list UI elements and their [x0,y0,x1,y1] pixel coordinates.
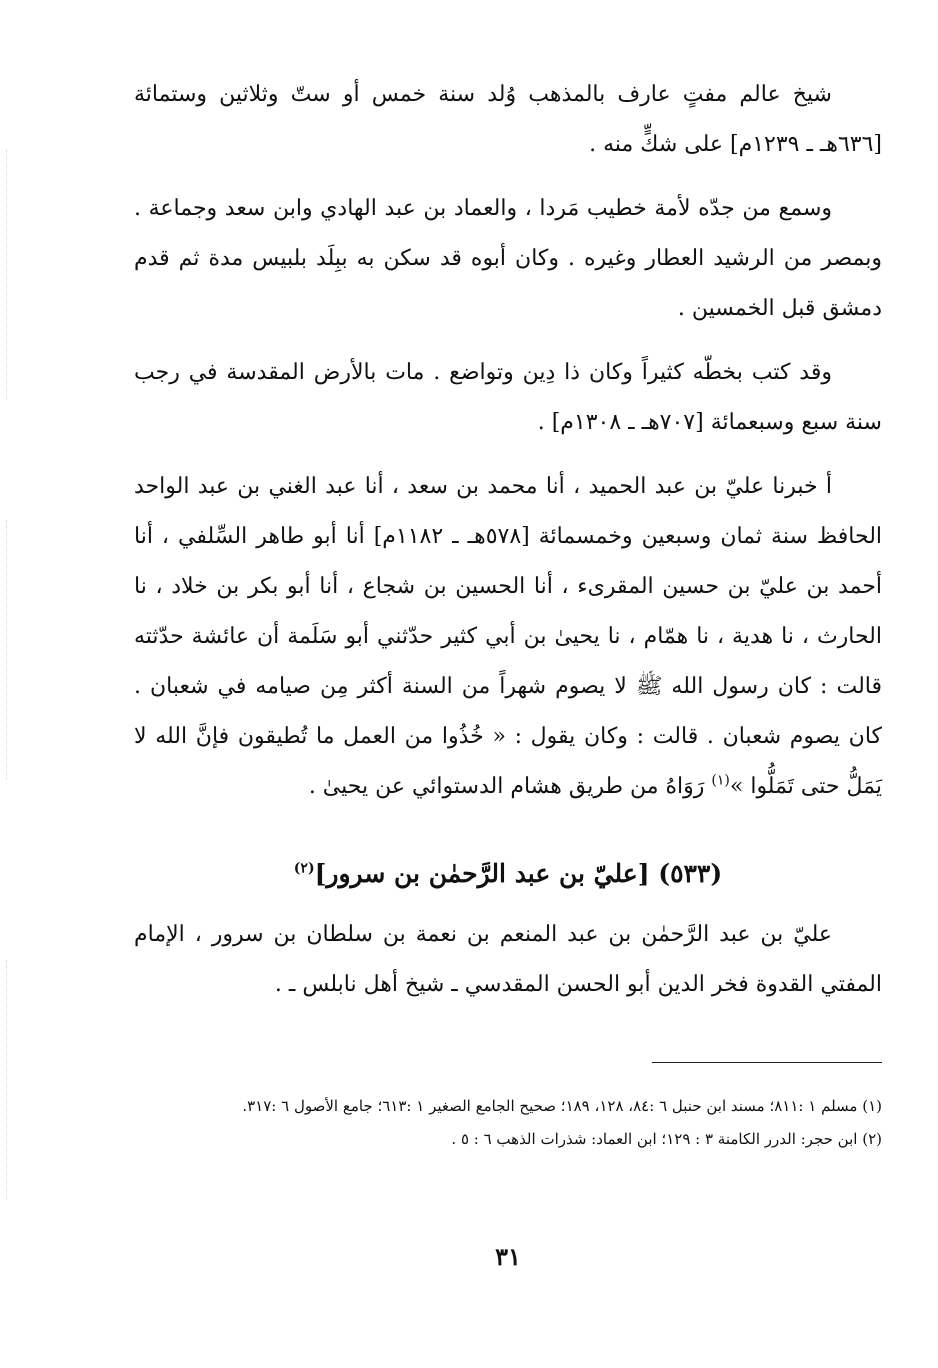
entry-heading-text: (٥٣٣) [عليّ بن عبد الرَّحمٰن بن سرور] [314,859,723,888]
paragraph-biography-death: وقد كتب بخطّه كثيراً وكان ذا دِين وتواضع . مات بالأرض المقدسة في رجب سنة سبع وسبعمائة [٧٠٧هـ ـ ١٣٠٨م] . [134,360,882,435]
margin-dotted-line-bottom [6,960,7,1200]
book-page [134,70,882,1310]
footnote-1: (١) مسلم ١ :٨١١؛ مسند ابن حنبل ٦ :٨٤، ١٢٨، ١٨٩؛ صحيح الجامع الصغير ١ :٦١٣؛ جامع الأصول ٦ :٣١٧. [242,1097,882,1115]
footnote-ref-2: (٢) [293,860,315,877]
hadith-text: أ خبرنا عليّ بن عبد الحميد ، أنا محمد بن سعد ، أنا عبد الغني بن عبد الواحد الحافظ سنة ثمان وسبعين وخمسمائة [٥٧٨هـ ـ ١١٨٢م] أنا أبو طاهر السِّلفي ، أنا أحمد بن عليّ بن حسين المقرىء ، أنا الحسين بن شجاع ، أنا أبو بكر بن خلاد ، نا الحارث ، نا هدية ، نا همّام ، نا يحيىٰ بن أبي كثير حدّثني أبو سَلَمة أن عائشة حدّثته قالت : كان رسول الله ﷺ لا يصوم شهراً من السنة أكثر مِن صيامه في شعبان . كان يصوم شعبان . قالت : وكان يقول : « خُذُوا من العمل ما تُطيقون فإنَّ الله لا يَمَلُّ حتى تَمَلُّوا » [134,474,883,799]
page-number: ٣١ [495,1242,521,1271]
footnotes [134,1092,882,1158]
footnote-ref-1: (١) [711,772,730,789]
paragraph-biography-birth: شيخ عالم مفتٍ عارف بالمذهب وُلد سنة خمس أو ستّ وثلاثين وستمائة [٦٣٦هـ ـ ١٢٣٩م] على شكٍّ منه . [134,82,882,157]
hadith-source: رَوَاهُ من طريق هشام الدستوائي عن يحيىٰ . [308,774,705,799]
paragraph-entry-text: عليّ بن عبد الرَّحمٰن بن عبد المنعم بن نعمة بن سلطان بن سرور ، الإمام المفتي القدوة فخر الدين أبو الحسن المقدسي ـ شيخ أهل نابلس ـ . [134,922,882,997]
footnote-separator [652,1062,882,1063]
paragraph-biography-teachers: وسمع من جدّه لأمة خطيب مَردا ، والعماد بن عبد الهادي وابن سعد وجماعة . وبمصر من الرشيد العطار وغيره . وكان أبوه قد سكن به ببِلَد بلبيس مدة ثم قدم دمشق قبل الخمسين . [134,196,882,321]
footnote-2: (٢) ابن حجر: الدرر الكامنة ٣ : ١٢٩؛ ابن العماد: شذرات الذهب ٦ : ٥ . [451,1130,882,1148]
margin-dotted-line-top [6,150,7,400]
margin-dotted-line-middle [6,520,7,780]
paragraph-hadith-chain [134,462,882,812]
entry-heading [134,846,882,902]
